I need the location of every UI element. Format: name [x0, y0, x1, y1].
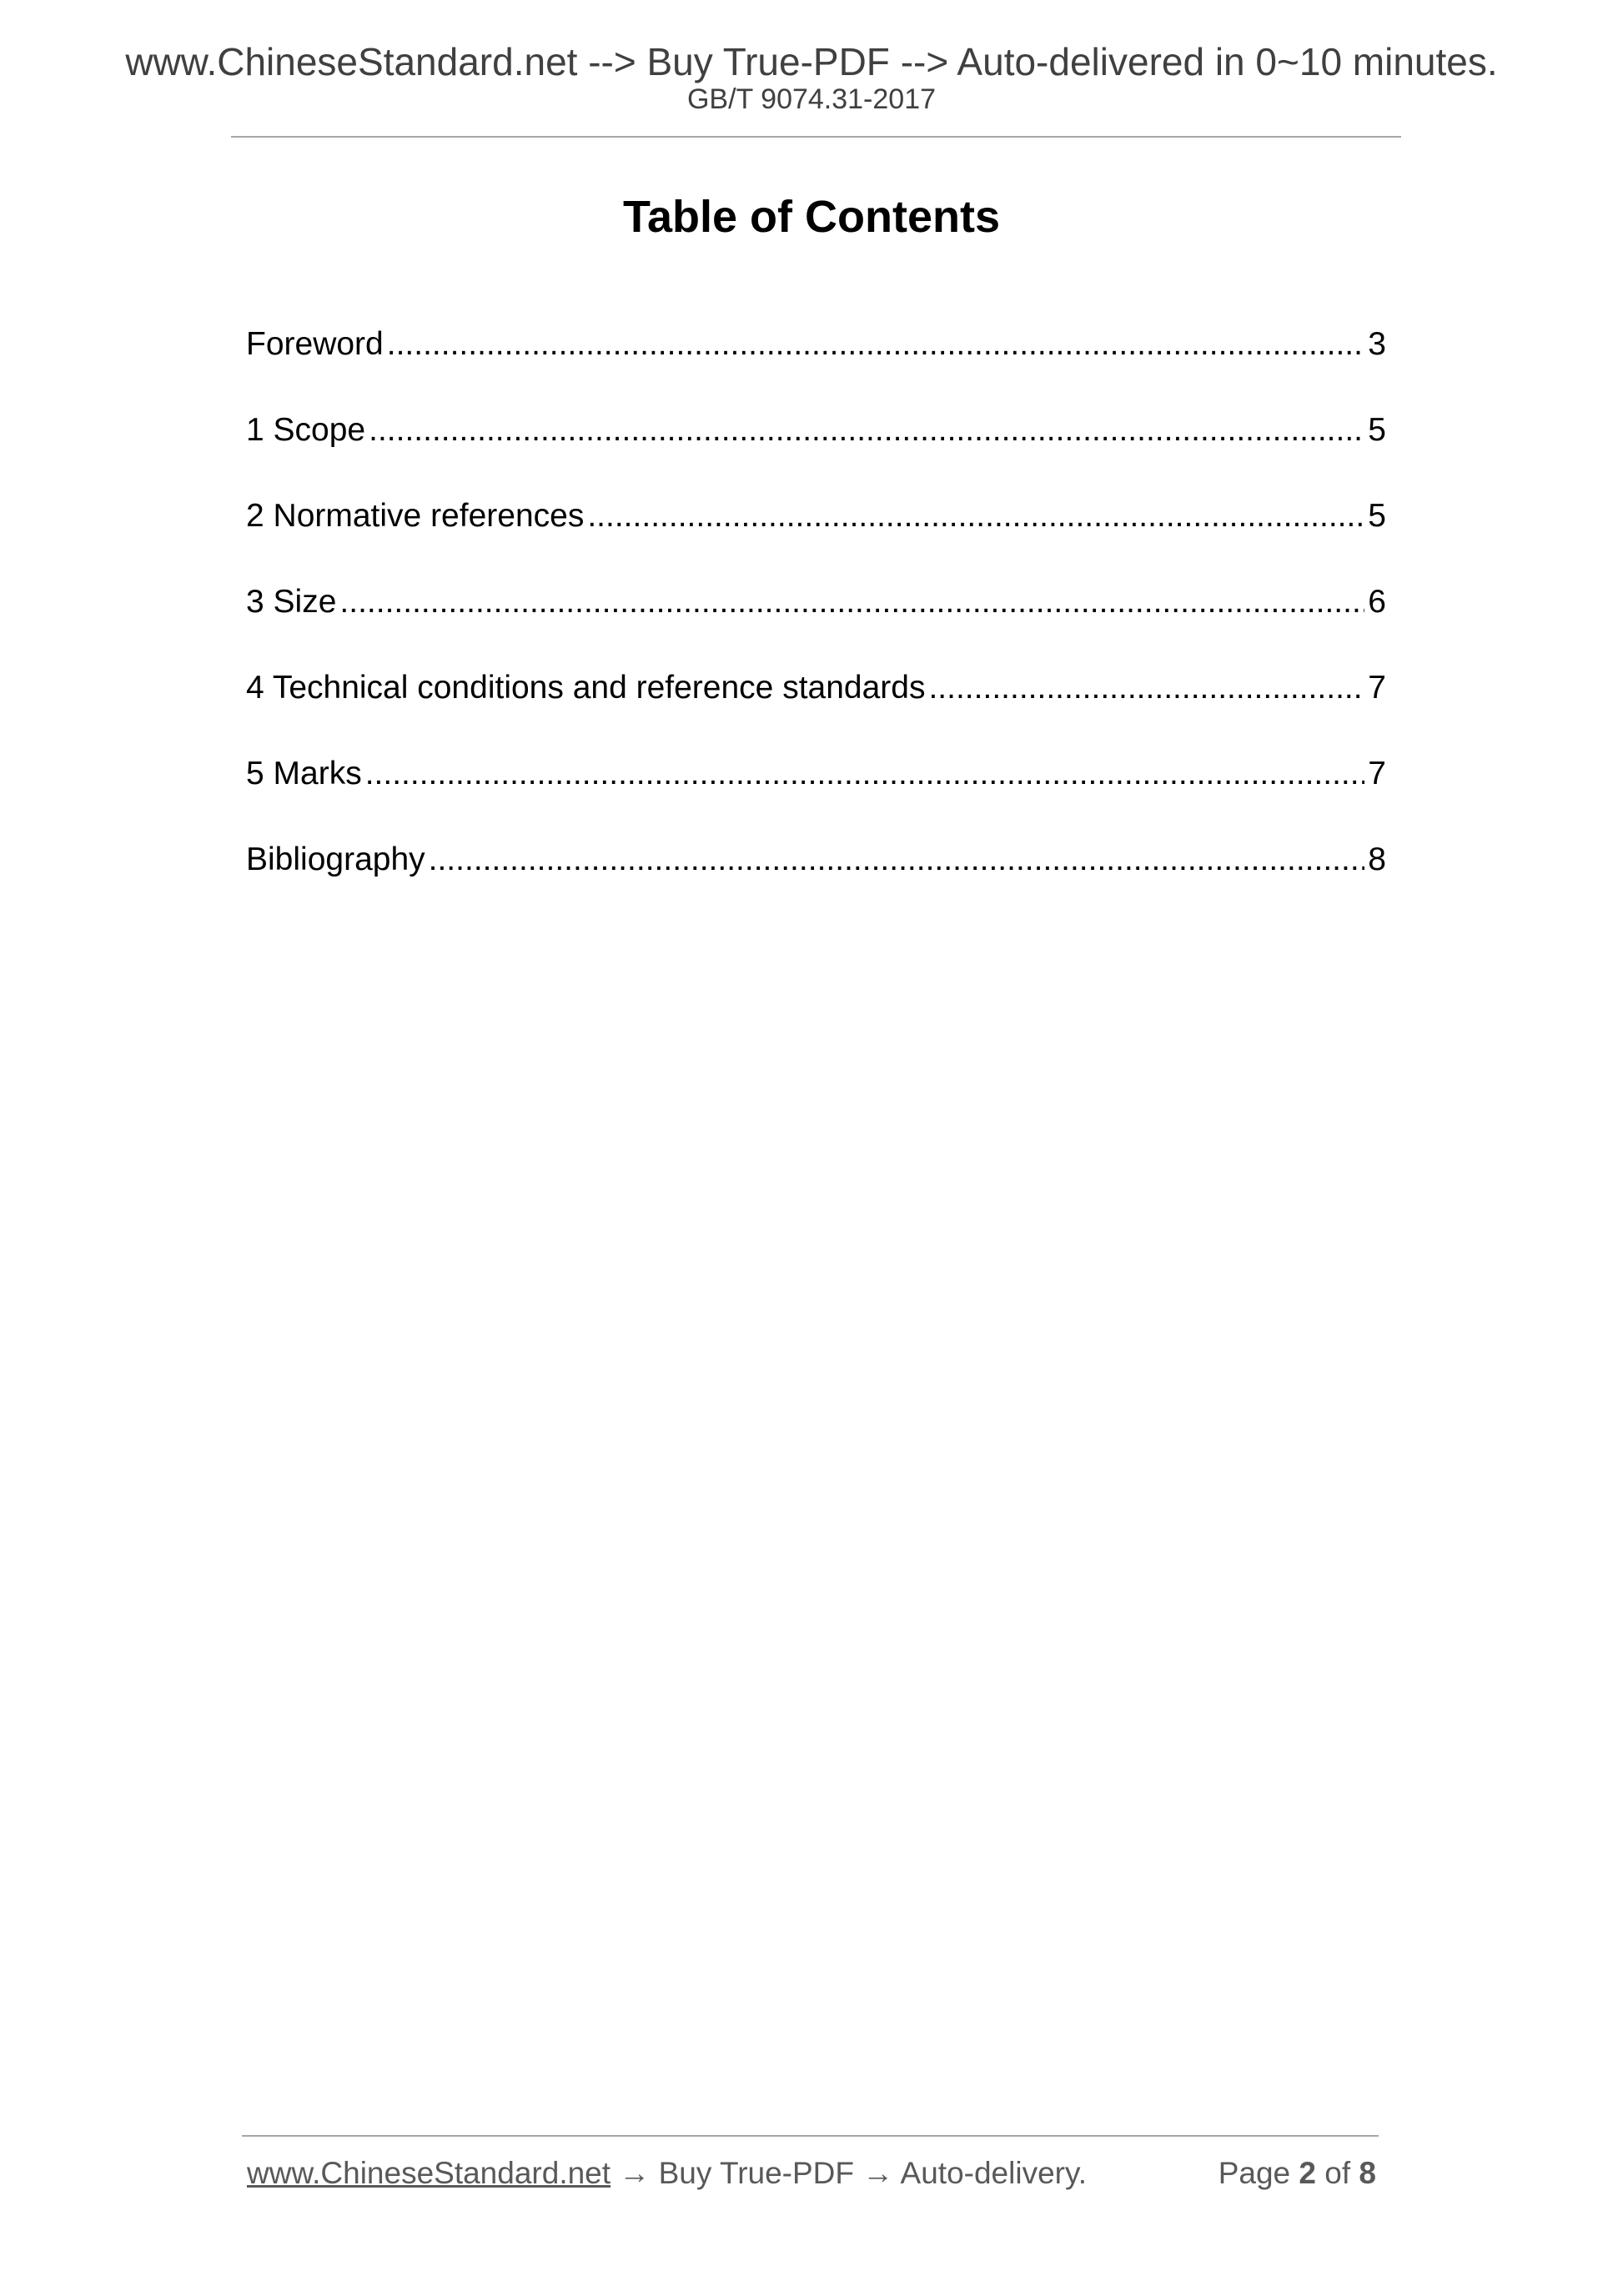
arrow-right-icon: → [862, 2156, 894, 2190]
footer-buy-text: Buy True-PDF [658, 2156, 855, 2190]
dot-leader [928, 666, 1364, 711]
toc-entry-page: 7 [1368, 756, 1386, 791]
footer-divider [242, 2135, 1379, 2137]
toc-entry-page: 5 [1368, 412, 1386, 448]
site-banner: www.ChineseStandard.net --> Buy True-PDF --> Auto-delivered in 0~10 minutes. [125, 40, 1498, 83]
page-of-label: of [1324, 2156, 1351, 2190]
dot-leader [369, 408, 1364, 453]
dot-leader [429, 837, 1365, 882]
table-of-contents [246, 322, 1386, 923]
footer-site-link[interactable]: www.ChineseStandard.net [247, 2156, 611, 2190]
standard-code: GB/T 9074.31-2017 [686, 83, 937, 115]
toc-entry-normative-references[interactable] [246, 494, 1386, 580]
toc-entry-label: Foreword [246, 326, 384, 362]
dot-leader [387, 322, 1365, 367]
toc-entry-marks[interactable] [246, 751, 1386, 837]
toc-entry-bibliography[interactable] [246, 837, 1386, 923]
toc-entry-page: 7 [1368, 670, 1386, 706]
toc-entry-scope[interactable] [246, 408, 1386, 494]
toc-entry-technical-conditions[interactable] [246, 666, 1386, 751]
toc-entry-label: 2 Normative references [246, 498, 585, 534]
toc-entry-label: Bibliography [246, 842, 425, 877]
page-number [1219, 2155, 1376, 2192]
toc-entry-label: 4 Technical conditions and reference standards [246, 670, 926, 706]
page-title: Table of Contents [623, 192, 1000, 242]
footer-promo [247, 2155, 1087, 2192]
arrow-right-icon: → [619, 2156, 651, 2190]
toc-entry-page: 5 [1368, 498, 1386, 534]
header-divider [231, 136, 1401, 138]
toc-entry-label: 3 Size [246, 584, 337, 620]
toc-entry-page: 3 [1368, 326, 1386, 362]
dot-leader [339, 580, 1364, 625]
toc-entry-label: 1 Scope [246, 412, 366, 448]
toc-entry-page: 8 [1368, 842, 1386, 877]
footer-delivery-text: Auto-delivery. [900, 2156, 1088, 2190]
toc-entry-label: 5 Marks [246, 756, 362, 791]
toc-entry-foreword[interactable] [246, 322, 1386, 408]
dot-leader [365, 751, 1365, 796]
dot-leader [587, 494, 1364, 539]
page-current: 2 [1299, 2156, 1316, 2190]
toc-entry-page: 6 [1368, 584, 1386, 620]
toc-entry-size[interactable] [246, 580, 1386, 666]
page-label: Page [1218, 2156, 1291, 2190]
page-total: 8 [1359, 2156, 1376, 2190]
